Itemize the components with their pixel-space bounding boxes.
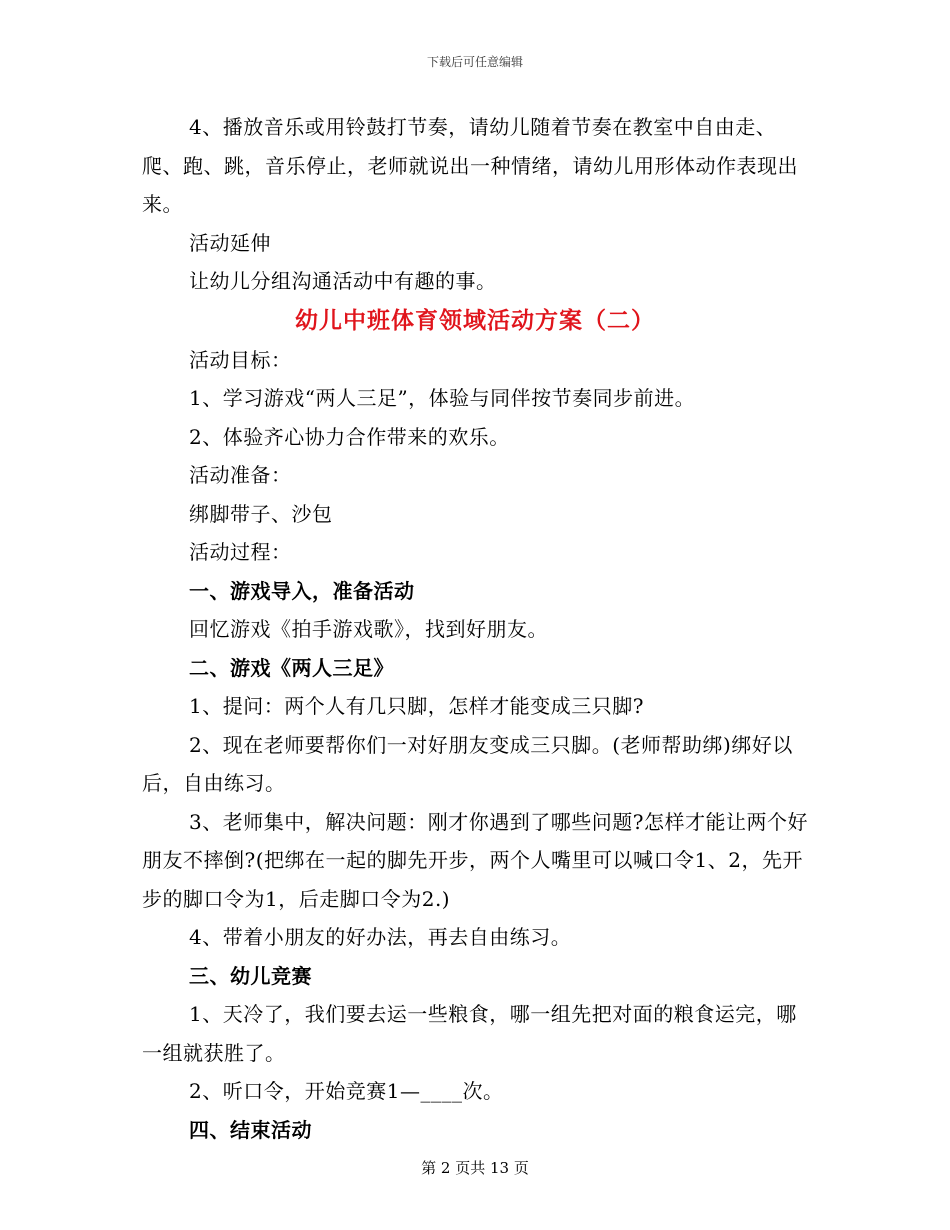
subheading: 一、游戏导入，准备活动 [189,578,415,603]
paragraph: 让幼儿分组沟通活动中有趣的事。 [189,269,497,293]
section-label: 活动目标： [189,347,292,372]
document-body [142,108,808,1149]
list-item: 1、学习游戏“两人三足”，体验与同伴按节奏同步前进。 [189,386,696,410]
subheading: 二、游戏《两人三足》 [189,655,394,680]
list-item: 1、天冷了，我们要去运一些粮食，哪一组先把对面的粮食运完，哪一组就获胜了。 [142,1002,797,1065]
paragraph: 绑脚带子、沙包 [189,501,333,526]
subheading: 三、幼儿竞赛 [189,963,312,988]
paragraph: 回忆游戏《拍手游戏歌》，找到好朋友。 [189,617,548,641]
section-label: 活动过程： [189,540,292,564]
list-item: 2、听口令，开始竞赛1—____次。 [189,1079,504,1103]
subheading: 四、结束活动 [189,1117,312,1142]
list-item: 2、现在老师要帮你们一对好朋友变成三只脚。(老师帮助绑)绑好以后，自由练习。 [142,732,793,795]
list-item: 3、老师集中，解决问题：刚才你遇到了哪些问题?怎样才能让两个好朋友不摔倒?(把绑在一起的脚先开步，两个人嘴里可以喊口令1、2，先开步的脚口令为1，后走脚口令为2.) [142,809,808,911]
page-footer: 第 2 页共 13 页 [421,1159,529,1177]
section-label: 活动延伸 [189,230,271,255]
section-title: 幼儿中班体育领域活动方案（二） [295,306,655,334]
section-label: 活动准备： [189,463,292,487]
list-item: 4、带着小朋友的好办法，再去自由练习。 [189,925,572,949]
page-header: 下载后可任意编辑 [426,55,523,69]
paragraph: 4、播放音乐或用铃鼓打节奏，请幼儿随着节奏在教室中自由走、爬、跑、跳，音乐停止，老师就说出一种情绪，请幼儿用形体动作表现出来。 [142,115,798,216]
list-item: 2、体验齐心协力合作带来的欢乐。 [189,424,510,449]
list-item: 1、提问：两个人有几只脚，怎样才能变成三只脚? [189,694,644,718]
